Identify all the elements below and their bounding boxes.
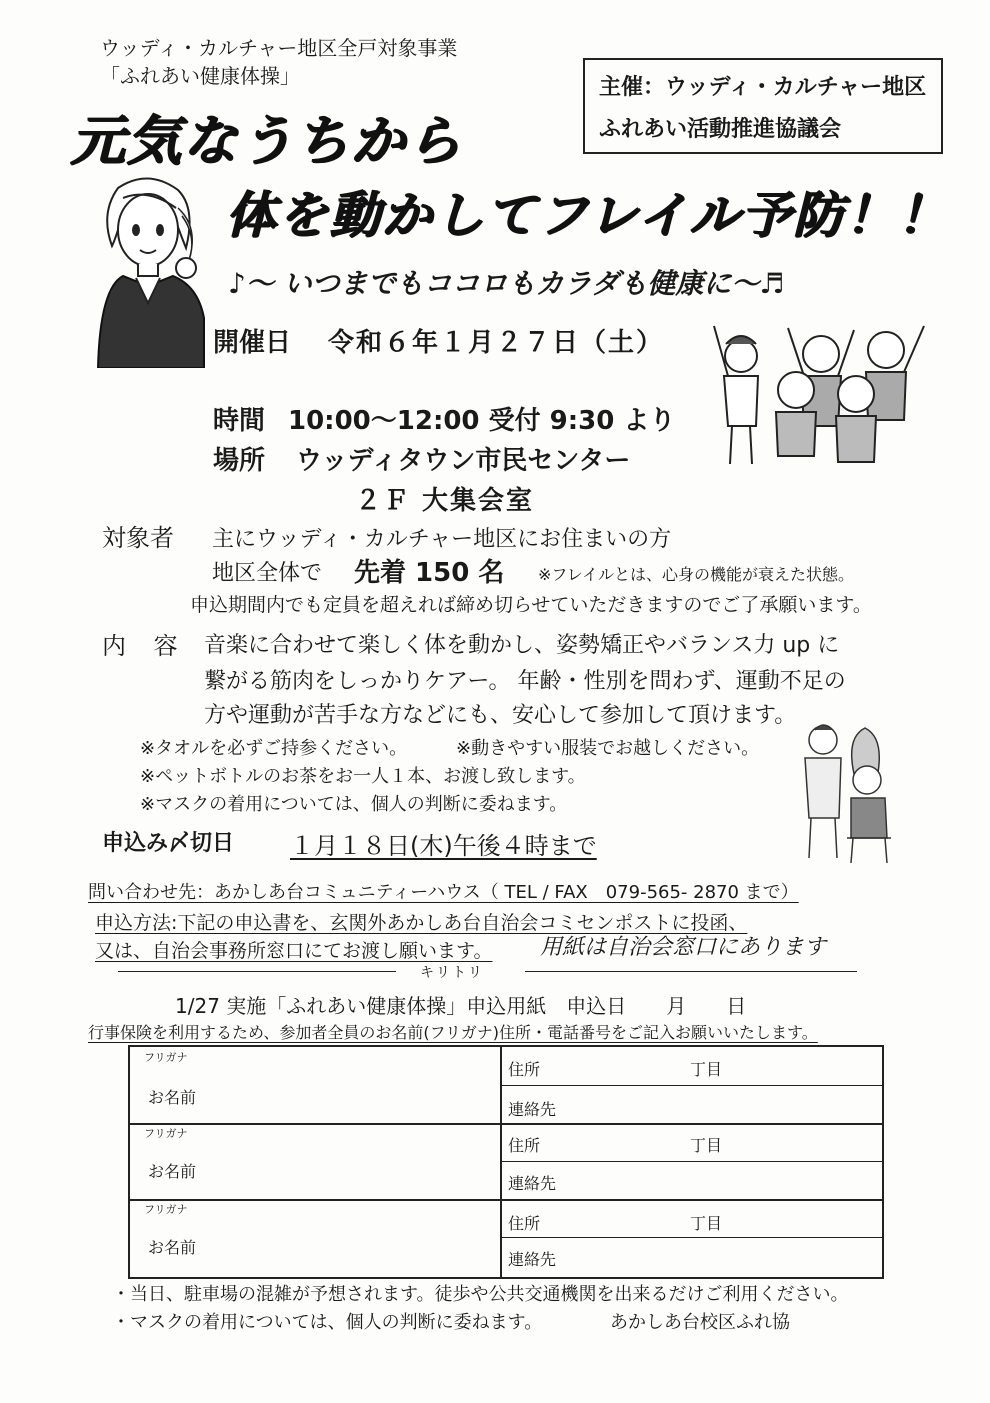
program-name: 「ふれあい健康体操」 bbox=[100, 64, 300, 88]
instructor-illustration bbox=[78, 168, 218, 368]
method-line-1: 申込方法:下記の申込書を、玄関外あかしあ台自治会コミセンポストに投函、 bbox=[95, 912, 748, 934]
footer-note-mask: ・マスクの着用については、個人の判断に委ねます。 bbox=[112, 1312, 543, 1333]
sponsor-box bbox=[583, 58, 943, 154]
place-label: 場所 bbox=[213, 446, 266, 476]
sponsor-line-1: 主催：ウッディ・カルチャー地区 bbox=[599, 75, 927, 100]
form-inner-divider-1 bbox=[500, 1085, 882, 1086]
note-towel: ※タオルを必ずご持参ください。 bbox=[140, 738, 408, 759]
target-line-3: 申込期間内でも定員を超えれば締め切らせていただきますのでご了承願います。 bbox=[190, 594, 872, 616]
contact-line: 問い合わせ先：あかしあ台コミュニティーハウス（ TEL / FAX 079-565- 2870 まで） bbox=[88, 882, 799, 903]
address-field-2[interactable]: 住所 bbox=[508, 1136, 541, 1155]
chome-label-3: 丁目 bbox=[690, 1214, 723, 1233]
place-value: ウッディタウン市民センター bbox=[296, 446, 631, 476]
content-line-1: 音楽に合わせて楽しく体を動かし、姿勢矯正やバランス力 up に bbox=[204, 633, 840, 658]
furigana-field-2[interactable]: フリガナ bbox=[144, 1127, 188, 1140]
footer-organization: あかしあ台校区ふれ協 bbox=[610, 1312, 790, 1333]
address-field-1[interactable]: 住所 bbox=[508, 1060, 541, 1079]
date-label: 開催日 bbox=[213, 328, 292, 358]
cutline-right bbox=[525, 971, 857, 972]
footer-note-parking: ・当日、駐車場の混雑が予想されます。徒歩や公共交通機関を出来るだけご利用ください。 bbox=[112, 1284, 849, 1305]
cutline-left bbox=[118, 971, 396, 972]
form-title: 1/27 実施「ふれあい健康体操」申込用紙 申込日 月 日 bbox=[175, 994, 747, 1018]
address-field-3[interactable]: 住所 bbox=[508, 1214, 541, 1233]
contact-field-1[interactable]: 連絡先 bbox=[508, 1100, 557, 1119]
furigana-field-3[interactable]: フリガナ bbox=[144, 1203, 188, 1216]
time-value: 10:00～12:00 受付 9:30 より bbox=[288, 406, 676, 436]
stretching-illustration bbox=[795, 718, 915, 868]
name-field-1[interactable]: お名前 bbox=[148, 1088, 197, 1107]
note-tea: ※ペットボトルのお茶をお一人１本、お渡し致します。 bbox=[140, 766, 586, 787]
sub-title: 体を動かしてフレイル予防！！ bbox=[225, 186, 949, 244]
method-line-2: 又は、自治会事務所窓口にてお渡し願います。 bbox=[95, 940, 493, 962]
content-line-3: 方や運動が苦手な方などにも、安心して参加して頂けます。 bbox=[204, 703, 797, 728]
handwritten-note: 用紙は自治会窓口にあります bbox=[540, 935, 827, 960]
form-row-divider-1 bbox=[130, 1123, 882, 1125]
note-clothing: ※動きやすい服装でお越しください。 bbox=[456, 738, 760, 759]
time-label: 時間 bbox=[213, 406, 266, 436]
deadline-value: １月１８日(木)午後４時まで bbox=[290, 832, 597, 860]
form-column-divider bbox=[500, 1047, 502, 1277]
note-mask: ※マスクの着用については、個人の判断に委ねます。 bbox=[140, 794, 568, 815]
contact-field-3[interactable]: 連絡先 bbox=[508, 1250, 557, 1269]
name-field-3[interactable]: お名前 bbox=[148, 1238, 197, 1257]
date-value: 令和６年１月２７日（土） bbox=[328, 328, 665, 358]
form-inner-divider-3 bbox=[500, 1237, 882, 1238]
exercise-group-illustration bbox=[706, 316, 930, 466]
frailty-note: ※フレイルとは、心身の機能が衰えた状態。 bbox=[538, 565, 854, 584]
deadline-label: 申込み〆切日 bbox=[102, 831, 235, 856]
program-label: ウッディ・カルチャー地区全戸対象事業 bbox=[100, 36, 458, 60]
content-label: 内 容 bbox=[102, 632, 188, 660]
application-form-table bbox=[128, 1045, 884, 1279]
target-line-1: 主にウッディ・カルチャー地区にお住まいの方 bbox=[212, 527, 672, 552]
cutline-label: キリトリ bbox=[420, 965, 484, 981]
furigana-field-1[interactable]: フリガナ bbox=[144, 1051, 188, 1064]
form-inner-divider-2 bbox=[500, 1161, 882, 1162]
main-title: 元気なうちから bbox=[70, 109, 462, 172]
name-field-2[interactable]: お名前 bbox=[148, 1162, 197, 1181]
target-line-2a: 地区全体で bbox=[212, 561, 323, 586]
sponsor-line-2: ふれあい活動推進協議会 bbox=[599, 117, 842, 142]
chome-label-2: 丁目 bbox=[690, 1136, 723, 1155]
content-line-2: 繋がる筋肉をしっかりケアー。 年齢・性別を問わず、運動不足の bbox=[204, 669, 846, 694]
tagline: ♪～ いつまでもココロもカラダも健康に～♬ bbox=[228, 267, 785, 300]
target-label: 対象者 bbox=[102, 524, 174, 552]
contact-field-2[interactable]: 連絡先 bbox=[508, 1174, 557, 1193]
form-notice: 行事保険を利用するため、参加者全員のお名前(フリガナ)住所・電話番号をご記入お願いいたします。 bbox=[88, 1023, 818, 1042]
capacity: 先着 150 名 bbox=[354, 558, 505, 588]
form-row-divider-2 bbox=[130, 1199, 882, 1201]
place-room: ２Ｆ 大集会室 bbox=[355, 486, 535, 516]
chome-label-1: 丁目 bbox=[690, 1060, 723, 1079]
